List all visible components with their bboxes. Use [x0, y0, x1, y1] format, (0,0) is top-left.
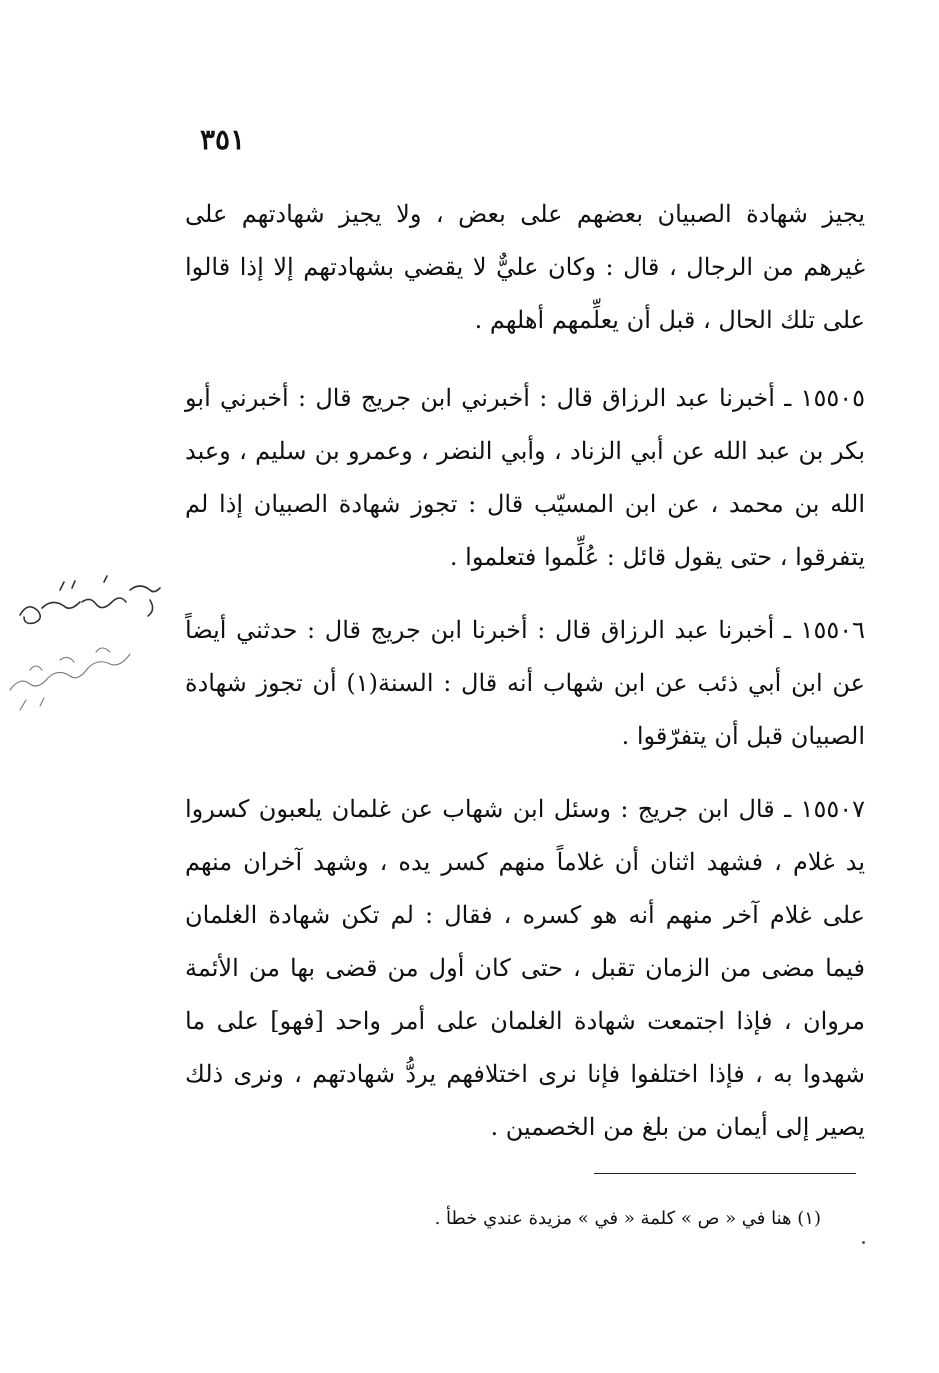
stray-mark [862, 1241, 865, 1244]
footnote-divider [594, 1173, 856, 1174]
paragraph-3: ١٥٥٠٦ ـ أخبرنا عبد الرزاق قال : أخبرنا ابن جريج قال : حدثني أيضاً عن ابن أبي ذئب عن ابن شهاب أنه قال : السنة(١) أن تجوز شهادة الصبيان قبل أن يتفرّقوا . [185, 616, 866, 750]
paragraph-1: يجيز شهادة الصبيان بعضهم على بعض ، ولا يجيز شهادتهم على غيرهم من الرجال ، قال : وكان عليٌّ لا يقضي بشهادتهم إلا إذا قالوا على تلك الحال ، قبل أن يعلِّمهم أهلهم . [185, 200, 865, 334]
footnote: (١) هنا في « ص » كلمة « في » مزيدة عندي خطأ . [434, 1208, 821, 1229]
paragraph-4: ١٥٥٠٧ ـ قال ابن جريج : وسئل ابن شهاب عن غلمان يلعبون كسروا يد غلام ، فشهد اثنان أن غلاماً منهم كسر يده ، وشهد آخران منهم على غلام آخر منهم أنه هو كسره ، فقال : لم تكن شهادة الغلمان فيما مضى من الزمان تقبل ، حتى كان أول من قضى بها من الأئمة مروان ، فإذا اجتمعت شهادة الغلمان على أمر واحد [فهو] على ما شهدوا به ، فإذا اختلفوا فإنا نرى اختلافهم يردُّ شهادتهم ، ونرى ذلك يصير إلى أيمان من بلغ من الخصمين . [185, 795, 865, 1141]
page-number: ٣٥١ [200, 123, 246, 156]
paragraph-2: ١٥٥٠٥ ـ أخبرنا عبد الرزاق قال : أخبرني ابن جريج قال : أخبرني أبو بكر بن عبد الله عن أبي الزناد ، وأبي النضر ، وعمرو بن سليم ، وعبد الله بن محمد ، عن ابن المسيّب قال : تجوز شهادة الصبيان إذا لم يتفرقوا ، حتى يقول قائل : عُلِّموا فتعلموا . [185, 384, 865, 571]
handwritten-margin-note [0, 560, 185, 730]
